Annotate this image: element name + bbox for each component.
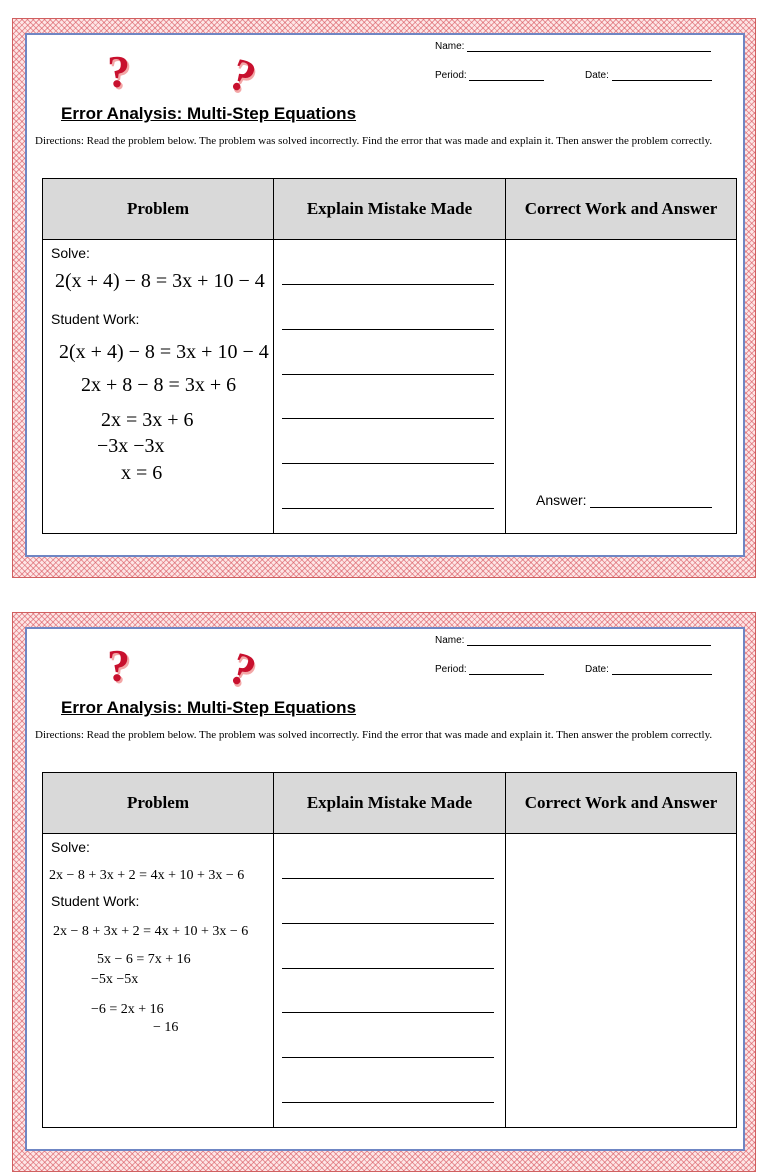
answer-line[interactable] xyxy=(282,418,494,419)
correct-work-cell[interactable] xyxy=(506,834,737,1128)
worksheet-1 xyxy=(12,18,756,578)
period-field[interactable] xyxy=(435,70,544,81)
problem-cell xyxy=(43,834,274,1128)
answer-line[interactable] xyxy=(282,923,494,924)
answer-line[interactable] xyxy=(282,1057,494,1058)
answer-line[interactable] xyxy=(282,508,494,509)
work-step: x = 6 xyxy=(121,462,163,484)
answer-field[interactable] xyxy=(536,492,712,508)
name-field[interactable] xyxy=(435,41,711,52)
explain-cell[interactable] xyxy=(274,834,506,1128)
answer-line[interactable] xyxy=(282,329,494,330)
work-step: 2x − 8 + 3x + 2 = 4x + 10 + 3x − 6 xyxy=(53,924,249,939)
directions-text: Directions: Read the problem below. The problem was solved incorrectly. Find the error that was made and explain it. Then answer the problem correctly. xyxy=(35,729,713,741)
answer-line[interactable] xyxy=(282,968,494,969)
answer-label: Answer: xyxy=(536,492,587,508)
problem-equation: 2(x + 4) − 8 = 3x + 10 − 4 xyxy=(55,270,265,292)
answer-line[interactable] xyxy=(282,1102,494,1103)
date-blank[interactable] xyxy=(612,674,712,675)
worksheet-2-body xyxy=(27,629,743,1149)
work-step: 2x = 3x + 6 xyxy=(101,409,194,431)
period-label: Period: xyxy=(435,70,467,81)
period-blank[interactable] xyxy=(469,80,544,81)
date-blank[interactable] xyxy=(612,80,712,81)
header-problem: Problem xyxy=(43,179,274,240)
worksheet-title: Error Analysis: Multi-Step Equations xyxy=(61,104,357,123)
worksheet-1-body xyxy=(27,35,743,555)
answer-line[interactable] xyxy=(282,374,494,375)
date-field[interactable] xyxy=(585,664,712,675)
question-mark-icon: ? xyxy=(222,641,263,698)
question-mark-icon: ? xyxy=(107,46,130,97)
student-work-label: Student Work: xyxy=(51,311,140,327)
date-label: Date: xyxy=(585,664,609,675)
header-problem: Problem xyxy=(43,773,274,834)
work-step: −6 = 2x + 16 xyxy=(91,1002,164,1017)
date-label: Date: xyxy=(585,70,609,81)
period-field[interactable] xyxy=(435,664,544,675)
student-work-label: Student Work: xyxy=(51,893,140,909)
work-step: − 16 xyxy=(153,1020,179,1035)
correct-work-cell[interactable] xyxy=(506,240,737,534)
question-mark-icon: ? xyxy=(222,47,263,104)
work-step: −5x −5x xyxy=(91,972,139,987)
answer-blank[interactable] xyxy=(590,507,712,508)
problem-cell xyxy=(43,240,274,534)
header-correct-work: Correct Work and Answer xyxy=(506,773,737,834)
problem-table xyxy=(42,178,737,534)
problem-table xyxy=(42,772,737,1128)
header-explain-mistake: Explain Mistake Made xyxy=(274,179,506,240)
worksheet-2 xyxy=(12,612,756,1172)
work-step: 2x + 8 − 8 = 3x + 6 xyxy=(81,374,237,396)
solve-label: Solve: xyxy=(51,839,90,855)
question-mark-icon: ? xyxy=(107,640,130,691)
explain-cell[interactable] xyxy=(274,240,506,534)
header-explain-mistake: Explain Mistake Made xyxy=(274,773,506,834)
answer-line[interactable] xyxy=(282,878,494,879)
name-blank[interactable] xyxy=(467,645,711,646)
name-blank[interactable] xyxy=(467,51,711,52)
worksheet-title: Error Analysis: Multi-Step Equations xyxy=(61,698,357,717)
header-correct-work: Correct Work and Answer xyxy=(506,179,737,240)
name-label: Name: xyxy=(435,41,465,52)
directions-text: Directions: Read the problem below. The problem was solved incorrectly. Find the error that was made and explain it. Then answer the problem correctly. xyxy=(35,135,713,147)
date-field[interactable] xyxy=(585,70,712,81)
answer-line[interactable] xyxy=(282,284,494,285)
name-field[interactable] xyxy=(435,635,711,646)
period-label: Period: xyxy=(435,664,467,675)
work-step: 5x − 6 = 7x + 16 xyxy=(97,952,191,967)
answer-line[interactable] xyxy=(282,1012,494,1013)
work-step: −3x −3x xyxy=(97,435,165,457)
name-label: Name: xyxy=(435,635,465,646)
solve-label: Solve: xyxy=(51,245,90,261)
period-blank[interactable] xyxy=(469,674,544,675)
answer-line[interactable] xyxy=(282,463,494,464)
work-step: 2(x + 4) − 8 = 3x + 10 − 4 xyxy=(59,341,269,363)
problem-equation: 2x − 8 + 3x + 2 = 4x + 10 + 3x − 6 xyxy=(49,868,245,883)
